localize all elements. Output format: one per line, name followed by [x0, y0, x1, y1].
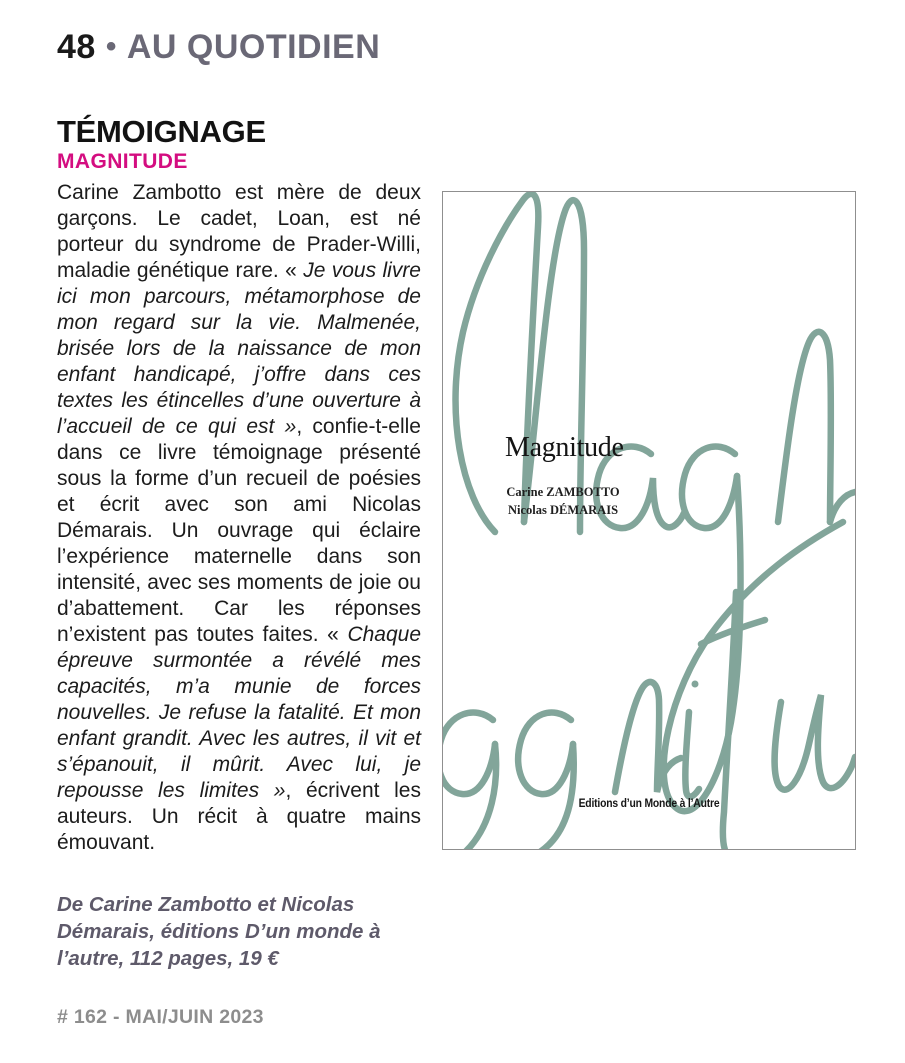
- cover-book-title: Magnitude: [505, 432, 624, 463]
- article-body: Carine Zambotto est mère de deux garçons. Le cadet, Loan, est né porteur du syndrome de Prader-Willi, maladie génétique rare. « Je vous livre ici mon parcours, métamorphose de mon regard sur la vie. Malmenée, brisée lors de la naissance de mon enfant handicapé, j’offre dans ces textes les étincelles d’une ouverture à l’accueil de ce qui est », confie-t-elle dans ce livre témoignage présenté sous la forme d’un recueil de poésies et écrit avec son ami Nicolas Démarais. Un ouvrage qui éclaire l’expérience maternelle dans son intensité, avec ses moments de joie ou d’abattement. Car les réponses n’existent pas toutes faites. « Chaque épreuve surmontée a révélé mes capacités, m’a munie de forces nouvelles. Je refuse la fatalité. Et mon enfant grandit. Avec les autres, il vit et s’épanouit, il mûrit. Avec lui, je repousse les limites », écrivent les auteurs. Un récit à quatre mains émouvant.: [57, 181, 421, 854]
- article-title: MAGNITUDE: [57, 150, 188, 173]
- cover-publisher: Editions d’un Monde à l’Autre: [578, 798, 720, 810]
- cover-author-1: Carine ZAMBOTTO: [506, 485, 620, 499]
- script-bottom-agnitu: [443, 592, 855, 849]
- cover-script-artwork: [443, 192, 855, 849]
- cover-authors: [473, 483, 653, 519]
- issue-footer: # 162 - MAI/JUIN 2023: [57, 1006, 264, 1028]
- article-credit: De Carine Zambotto et Nicolas Démarais, éditions D’un monde à l’autre, 112 pages, 19 €: [57, 893, 381, 970]
- cover-author-2: Nicolas DÉMARAIS: [507, 503, 619, 517]
- book-cover-image: [442, 191, 856, 850]
- page-number: 48: [57, 28, 96, 66]
- page-header: [57, 28, 380, 67]
- section-name: AU QUOTIDIEN: [126, 28, 381, 66]
- article-category: TÉMOIGNAGE: [57, 114, 266, 149]
- header-bullet-separator: •: [105, 30, 117, 63]
